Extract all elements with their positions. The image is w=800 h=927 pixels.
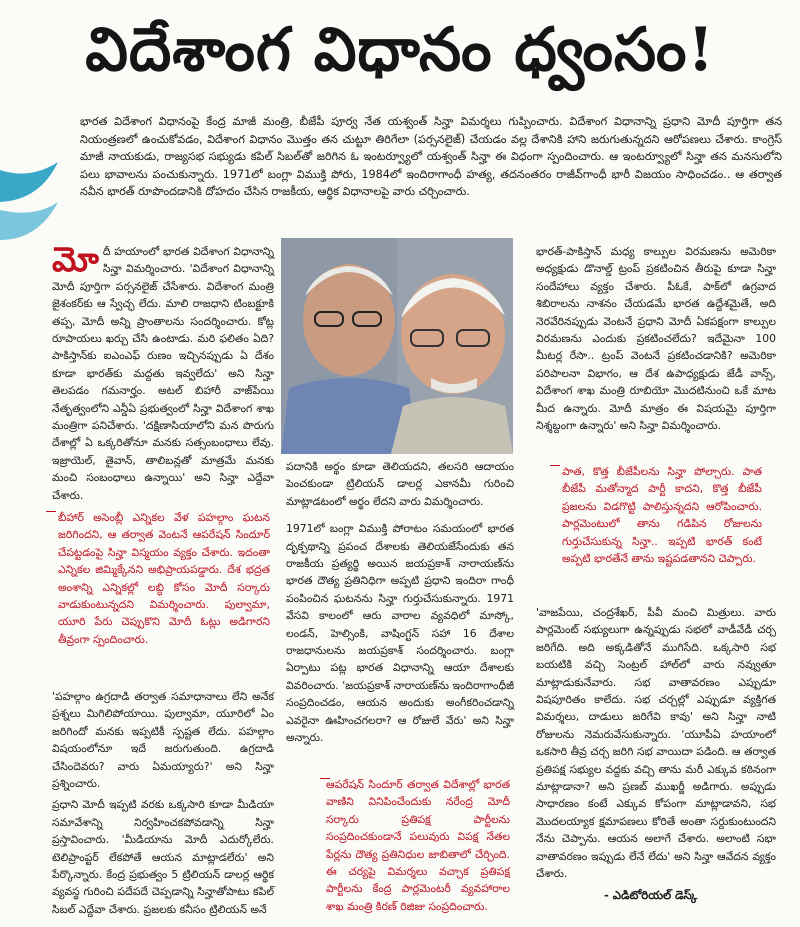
photo-illustration: [281, 238, 513, 454]
headline: విదేశాంగ విధానం ధ్వంసం!: [85, 15, 715, 85]
dropcap: మో: [52, 240, 99, 280]
pull-quote-2: ఆపరేషన్ సిందూర్ తర్వాత విదేశాల్లో భారత వాణిని వినిపించేందుకు నరేంద్ర మోదీ సర్కారు ప్రతిపక్ష పార్టీలను సంప్రదించకుండానే పలువురు విపక్ష నేతల పేర్లను దౌత్య ప్రతినిధుల జాబితాలో చేర్చింది. ఈ చర్యపై విమర్శలు వచ్చాక ప్రతిపక్ష పార్టీలను కేంద్ర పార్లమెంటరీ వ్యవహారాల శాఖ మంత్రి కిరణ్ రిజిజు సంప్రదించారు.: [326, 778, 510, 913]
interview-photo: [281, 238, 513, 454]
article-column-2: [286, 458, 514, 758]
pull-quote-3: పాత, కొత్త బీజేపీలను సిన్హా పోల్చారు. పాత బీజేపీ మతోన్మాద పార్టీ కాదని, కొత్త బీజేపీ ప్రజలను విడగొట్టి పాలిస్తున్నదని ఆరోపించారు. పార్లమెంటులో తాను గడిపిన రోజులను గుర్తుచేసుకున్న సిన్హా.. ఇప్పటి భారత్ కంటే అప్పటి భారతేనే తాను ఇష్టపడతానని చెప్పారు.: [562, 465, 762, 566]
col1-paragraph-1: దీ హయాంలో భారత విదేశాంగ విధానాన్ని సిన్హా విమర్శించారు. 'విదేశాంగ విధానాన్ని మోదీ పూర్తిగా పర్సనలైజ్ చేసేశారు. విదేశాంగ మంత్రి జైశంకర్‌కు ఆ స్వేచ్ఛ లేదు. మాలి రాజధాని టింబక్టూకి తప్ప, మోదీ అన్ని ప్రాంతాలను సందర్శించారు. కోట్ల రూపాయలు ఖర్చు చేసి ఉంటాడు. మరి ఫలితం ఏది? పాకిస్తాన్‌కు ఐఎంఎఫ్ రుణం ఇచ్చినప్పుడు ఏ దేశం కూడా భారత్‌కు మద్దతు ఇవ్వలేదు' అని సిన్హా తెలపడం గమనార్హం. అటల్ బిహారీ వాజ్‌పేయి నేతృత్వంలోని ఎన్డీఏ ప్రభుత్వంలో సిన్హా విదేశాంగ శాఖ మంత్రిగా పనిచేశారు. 'దక్షిణాసియాలోని మన పొరుగు దేశాల్లో ఏ ఒక్కరితోనూ మనకు సత్సంబంధాలు లేవు. ఇజ్రాయెల్, తైవాన్, తాలిబన్లతో మాత్రమే మనకు మంచి సంబంధాలు ఉన్నాయి' అని సిన్హా ఎద్దేవా చేశారు.: [52, 245, 274, 502]
col1-paragraph-3: ప్రధాని మోదీ ఇప్పటి వరకు ఒక్కసారి కూడా మీడియా సమావేశాన్ని నిర్వహించకపోవడాన్ని సిన్హా ప్రస్తావించారు. 'మీడియాను మోదీ ఎదుర్కోలేరు. టెలిప్రాంప్టర్ లేకపోతే ఆయన మాట్లాడలేరు' అని పేర్కొన్నారు. కేంద్ర ప్రభుత్వం 5 ట్రిలియన్ డాలర్ల ఆర్థిక వ్యవస్థ గురించి పదేపదే చెప్పడాన్ని సిన్హాతోపాటు కపిల్ సిబల్ ఎద్దేవా చేశారు. ప్రజలకు కనీసం ట్రిలియన్ అనే: [52, 798, 274, 916]
col2-paragraph-1: పదానికి అర్థం కూడా తెలియదని, తలసరి ఆదాయం పెంచకుండా ట్రిలియన్ డాలర్ల ఎకానమీ గురించి మాట్లాడటంలో అర్థం లేదని వారు విమర్శించారు.: [286, 460, 514, 508]
col3-paragraph-2: 'వాజపేయి, చంద్రశేఖర్, పీవీ మంచి మిత్రులు. వారు పార్లమెంట్ సభ్యులుగా ఉన్నప్పుడు సభలో వాడీవేడీ చర్చ జరిగేది. అది అక్కడితోనే ముగిసేది. ఒక్కసారి సభ బయటికి వచ్చి సెంట్రల్ హాల్‌లో వారు నవ్వుతూ మాట్లాడుకునేవారు. సభ వాతావరణం ఎప్పుడూ విషపూరితం కాలేదు. సభ చర్చల్లో ఎప్పుడూ వ్యక్తిగత విమర్శలు, దాడులు జరిగేవి కావు' అని సిన్హా నాటి రోజులను నెమరువేసుకున్నారు. 'యూపీఏ హయాంలో ఒకసారి తీవ్ర చర్చ జరిగి సభ వాయిదా పడింది. ఆ తర్వాత ప్రతిపక్ష సభ్యుల వద్దకు వచ్చి తాను మరీ ఎక్కువ కఠినంగా మాట్లాడానా? అని ప్రణబ్ ముఖర్జీ అడిగారు. అప్పుడు సాధారణం కంటే ఎక్కువ కోపంగా మాట్లాడావని, సభ మొదలయ్యాక క్షమాపణలు కోరితే అంతా సర్దుకుంటుందని నేను చెప్పాను. ఆయన అలాగే చేశారు. అలాంటి సభా వాతావరణం ఇప్పుడు లేనే లేదు' అని సిన్హా ఆవేదన వ్యక్తం చేశారు.: [536, 606, 776, 881]
pull-quote-1: బీహార్ అసెంబ్లీ ఎన్నికల వేళ పహల్గాం ఘటన జరిగిందని, ఆ తర్వాత వెంటనే ఆపరేషన్ సిందూర్ చేపట్టడంపై సిన్హా విస్మయం వ్యక్తం చేశారు. ఇదంతా ఎన్నికల జిమ్మిక్కేనని అభిప్రాయపడ్డారు. దేశ భద్రత అంశాన్ని ఎన్నికల్లో లబ్ధి కోసం మోదీ సర్కారు వాడుకుంటున్నదని విమర్శించారు. పుల్వామా, యూరి పేరు చెప్పుకొని మోదీ ఓట్లు అడిగారని తీవ్రంగా స్పందించారు.: [58, 511, 270, 646]
article-column-1: [52, 240, 274, 502]
lead-paragraph: భారత విదేశాంగ విధానంపై కేంద్ర మాజీ మంత్రి, బీజేపీ పూర్వ నేత యశ్వంత్ సిన్హా విమర్శలు గుప్పించారు. విదేశాంగ విధానాన్ని ప్రధాని మోదీ పూర్తిగా తన నియంత్రణలో ఉంచుకోవడం, విదేశాంగ విధానం మొత్తం తన చుట్టూ తిరిగేలా (పర్సనలైజ్) చేయడం వల్ల దేశానికి హాని జరుగుతున్నదని ఆరోపణలు చేశారు. కాంగ్రెస్ మాజీ నాయకుడు, రాజ్యసభ సభ్యుడు కపిల్ సిబల్‌తో జరిగిన ఓ ఇంటర్వ్యూలో యశ్వంత్ సిన్హా ఈ విధంగా స్పందించారు. ఆ ఇంటర్వ్యూలో సిన్హా తన మనసులోని పలు భావాలను పంచుకున్నారు. 1971లో బంగ్లా విముక్తి పోరు, 1984లో ఇందిరాగాంధీ హత్య, తదనంతరం రాజీవ్‌గాంధీ భారీ విజయం సాధించడం.. ఆ తర్వాత నవీన భారత్ రూపొందడానికి దోహదం చేసిన రాజకీయ, ఆర్థిక విధానాలపై వారు చర్చించారు.: [80, 115, 782, 199]
article-column-1-lower: [52, 688, 274, 924]
col2-paragraph-2: 1971లో బంగ్లా విముక్తి పోరాటం సమయంలో భారత దృక్పథాన్ని ప్రపంచ దేశాలకు తెలియజేసేందుకు తన రాజకీయ ప్రత్యర్థి అయిన జయప్రకాశ్ నారాయణ్‌ను భారత దౌత్య ప్రతినిధిగా అప్పటి ప్రధాని ఇందిరా గాంధీ పంపించిన ఘటనను సిన్హా గుర్తుచేసుకున్నారు. 1971 వేసవి కాలంలో ఆరు వారాల వ్యవధిలో మాస్కో, లండన్, హెల్సింకి, వాషింగ్టన్ సహా 16 దేశాల రాజధానులను జయప్రకాశ్ సందర్శించారు. బంగ్లా ఏర్పాటు పట్ల భారత విధానాన్ని ఆయా దేశాలకు వివరించారు. 'జయప్రకాశ్ నారాయణ్‌ను ఇందిరాగాంధీజీ సంప్రదించడం, ఆయన అందుకు అంగీకరించడాన్ని ఎవరైనా ఊహించగలరా? ఆ రోజులే వేరు' అని సిన్హా అన్నారు.: [286, 522, 514, 745]
article-column-3-lower: [536, 604, 776, 882]
decorative-swoosh: [0, 140, 60, 250]
article-column-3: [536, 243, 776, 451]
byline: - ఎడిటోరియల్ డెస్క్: [604, 888, 698, 902]
col1-paragraph-2: 'పహల్గాం ఉగ్రదాడి తర్వాత సమాధానాలు లేని అనేక ప్రశ్నలు మిగిలిపోయాయి. పుల్వామా, యూరిలో ఏం జరిగిందో మనకు ఇప్పటికీ స్పష్టత లేదు. పహల్గాం విషయంలోనూ ఇదే జరుగుతుంది. ఉగ్రదాడి చేసిందెవరు? వారు ఏమయ్యారు?' అని సిన్హా ప్రశ్నించారు.: [52, 690, 274, 791]
col3-paragraph-1: భారత్-పాకిస్తాన్ మధ్య కాల్పుల విరమణను అమెరికా అధ్యక్షుడు డొనాల్డ్ ట్రంప్ ప్రకటించిన తీరుపై కూడా సిన్హా సందేహాలు వ్యక్తం చేశారు. పీఓకే, పాక్‌లో ఉగ్రవాద శిబిరాలను నాశనం చేయడమే భారత ఉద్దేశమైతే, అది నెరవేరినప్పుడు వెంటనే ప్రధాని మోదీ ఏకపక్షంగా కాల్పుల విరమణను ఎందుకు ప్రకటించలేదు? ఇదేమైనా 100 మీటర్ల రేసా.. ట్రంప్ వెంటనే ప్రకటించడానికి? అమెరికా పరిపాలనా విభాగం, ఆ దేశ ఉపాధ్యక్షుడు జేడీ వాన్స్, విదేశాంగ శాఖ మంత్రి రూబియో మొదటినుంచి ఒకే మాట మీద ఉన్నారు. మోదీ మాత్రం ఈ విషయమై పూర్తిగా నిశ్శబ్దంగా ఉన్నారు' అని సిన్హా విమర్శించారు.: [536, 245, 776, 433]
